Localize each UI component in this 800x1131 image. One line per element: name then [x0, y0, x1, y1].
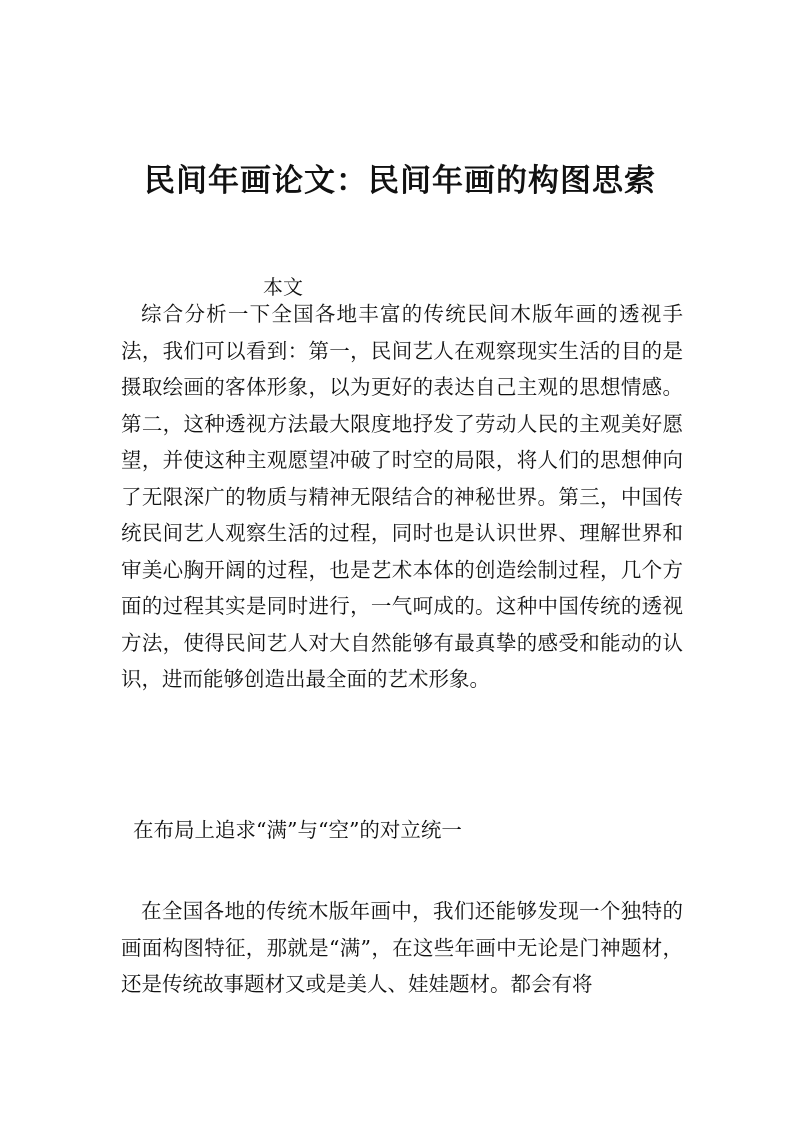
section-heading: 在布局上追求“满”与“空”的对立统一 [133, 818, 462, 842]
body-label: 本文 [263, 275, 303, 299]
paragraph-perspective: 综合分析一下全国各地丰富的传统民间木版年画的透视手法，我们可以看到：第一，民间艺人在观察现实生活的目的是摄取绘画的客体形象，以为更好的表达自己主观的思想情感。第二，这种透视方法最大限度地抒发了劳动人民的主观美好愿望，并使这种主观愿望冲破了时空的局限，将人们的思想伸向了无限深广的物质与精神无限结合的神秘世界。第三，中国传统民间艺人观察生活的过程，同时也是认识世界、理解世界和审美心胸开阔的过程，也是艺术本体的创造绘制过程，几个方面的过程其实是同时进行，一气呵成的。这种中国传统的透视方法，使得民间艺人对大自然能够有最真挚的感受和能动的认识，进而能够创造出最全面的艺术形象。 [121, 302, 683, 691]
paragraph-composition: 在全国各地的传统木版年画中，我们还能够发现一个独特的画面构图特征，那就是“满”，在这些年画中无论是门神题材，还是传统故事题材又或是美人、娃娃题材。都会有将 [121, 899, 683, 996]
page-title: 民间年画论文：民间年画的构图思索 [144, 162, 656, 199]
